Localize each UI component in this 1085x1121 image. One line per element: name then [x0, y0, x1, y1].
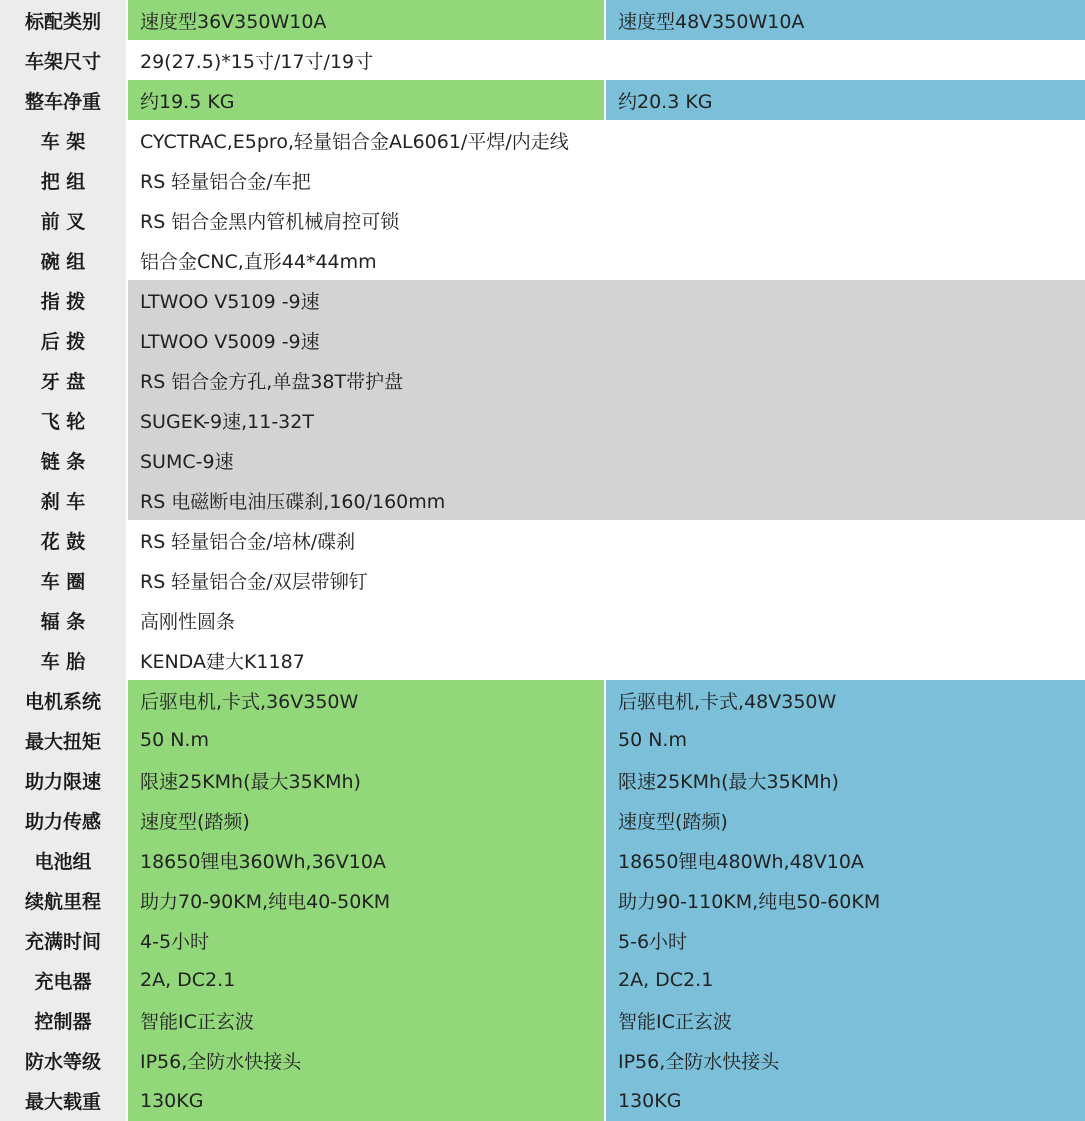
value-48v: 2A, DC2.1 [606, 960, 1085, 1000]
table-row [0, 480, 1085, 520]
table-row [0, 440, 1085, 480]
table-row [0, 160, 1085, 200]
row-label: 飞 轮 [0, 400, 128, 440]
row-label: 充电器 [0, 960, 128, 1000]
row-label: 刹 车 [0, 480, 128, 520]
row-label: 后 拨 [0, 320, 128, 360]
table-row [0, 240, 1085, 280]
row-label: 辐 条 [0, 600, 128, 640]
value-48v: 130KG [606, 1080, 1085, 1121]
table-row [0, 80, 1085, 120]
table-row [0, 720, 1085, 760]
value-48v: 速度型(踏频) [606, 800, 1085, 840]
row-label: 把 组 [0, 160, 128, 200]
value-48v: 智能IC正玄波 [606, 1000, 1085, 1040]
table-row [0, 600, 1085, 640]
table-row [0, 760, 1085, 800]
value-36v: 18650锂电360Wh,36V10A [128, 840, 606, 880]
table-row [0, 680, 1085, 720]
row-label: 车 胎 [0, 640, 128, 680]
value-36v: 速度型36V350W10A [128, 0, 606, 40]
row-value: CYCTRAC,E5pro,轻量铝合金AL6061/平焊/内走线 [128, 120, 1085, 160]
table-row [0, 40, 1085, 80]
table-row [0, 1080, 1085, 1121]
table-row [0, 200, 1085, 240]
table-row [0, 880, 1085, 920]
row-label: 助力传感 [0, 800, 128, 840]
row-label: 链 条 [0, 440, 128, 480]
value-36v: 约19.5 KG [128, 80, 606, 120]
value-48v: 后驱电机,卡式,48V350W [606, 680, 1085, 720]
table-row [0, 1000, 1085, 1040]
table-row [0, 320, 1085, 360]
value-48v: 18650锂电480Wh,48V10A [606, 840, 1085, 880]
row-label: 车 架 [0, 120, 128, 160]
value-48v: 50 N.m [606, 720, 1085, 760]
value-36v: 助力70-90KM,纯电40-50KM [128, 880, 606, 920]
table-row [0, 400, 1085, 440]
value-48v: 5-6小时 [606, 920, 1085, 960]
row-value: RS 轻量铝合金/培林/碟刹 [128, 520, 1085, 560]
row-label: 最大载重 [0, 1080, 128, 1121]
row-label: 车架尺寸 [0, 40, 128, 80]
value-48v: 约20.3 KG [606, 80, 1085, 120]
table-row [0, 360, 1085, 400]
table-row [0, 280, 1085, 320]
value-48v: IP56,全防水快接头 [606, 1040, 1085, 1080]
value-36v: 2A, DC2.1 [128, 960, 606, 1000]
row-value: 29(27.5)*15寸/17寸/19寸 [128, 40, 1085, 80]
row-label: 防水等级 [0, 1040, 128, 1080]
row-value: RS 铝合金方孔,单盘38T带护盘 [128, 360, 1085, 400]
row-label: 花 鼓 [0, 520, 128, 560]
table-row [0, 960, 1085, 1000]
row-label: 电机系统 [0, 680, 128, 720]
row-label: 充满时间 [0, 920, 128, 960]
row-value: RS 铝合金黑内管机械肩控可锁 [128, 200, 1085, 240]
table-row [0, 920, 1085, 960]
value-36v: 速度型(踏频) [128, 800, 606, 840]
row-value: 铝合金CNC,直形44*44mm [128, 240, 1085, 280]
value-36v: 智能IC正玄波 [128, 1000, 606, 1040]
row-label: 前 叉 [0, 200, 128, 240]
row-value: SUGEK-9速,11-32T [128, 400, 1085, 440]
value-36v: 130KG [128, 1080, 606, 1121]
row-label: 电池组 [0, 840, 128, 880]
row-label: 整车净重 [0, 80, 128, 120]
value-36v: 4-5小时 [128, 920, 606, 960]
row-label: 助力限速 [0, 760, 128, 800]
table-row [0, 640, 1085, 680]
table-row [0, 840, 1085, 880]
row-label: 指 拨 [0, 280, 128, 320]
value-48v: 限速25KMh(最大35KMh) [606, 760, 1085, 800]
row-label: 控制器 [0, 1000, 128, 1040]
row-value: RS 电磁断电油压碟刹,160/160mm [128, 480, 1085, 520]
table-row [0, 1040, 1085, 1080]
value-36v: 限速25KMh(最大35KMh) [128, 760, 606, 800]
row-label: 车 圈 [0, 560, 128, 600]
row-value: RS 轻量铝合金/车把 [128, 160, 1085, 200]
row-value: SUMC-9速 [128, 440, 1085, 480]
table-row [0, 0, 1085, 40]
row-label: 续航里程 [0, 880, 128, 920]
row-value: LTWOO V5009 -9速 [128, 320, 1085, 360]
row-value: 高刚性圆条 [128, 600, 1085, 640]
row-value: RS 轻量铝合金/双层带铆钉 [128, 560, 1085, 600]
value-36v: 50 N.m [128, 720, 606, 760]
value-36v: IP56,全防水快接头 [128, 1040, 606, 1080]
value-36v: 后驱电机,卡式,36V350W [128, 680, 606, 720]
row-label: 牙 盘 [0, 360, 128, 400]
table-row [0, 800, 1085, 840]
table-row [0, 120, 1085, 160]
table-row [0, 560, 1085, 600]
row-label: 最大扭矩 [0, 720, 128, 760]
row-label: 碗 组 [0, 240, 128, 280]
row-label: 标配类别 [0, 0, 128, 40]
row-value: KENDA建大K1187 [128, 640, 1085, 680]
row-value: LTWOO V5109 -9速 [128, 280, 1085, 320]
value-48v: 速度型48V350W10A [606, 0, 1085, 40]
table-row [0, 520, 1085, 560]
value-48v: 助力90-110KM,纯电50-60KM [606, 880, 1085, 920]
